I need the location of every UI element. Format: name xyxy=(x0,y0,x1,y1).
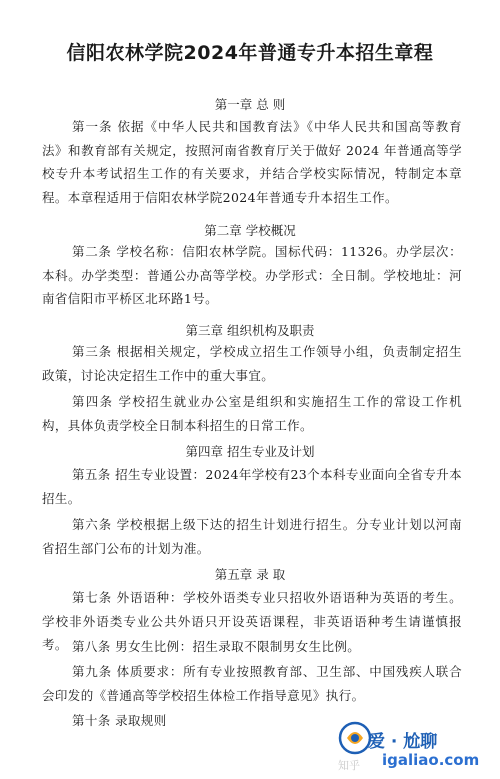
chapter-heading: 第四章 招生专业及计划 xyxy=(185,444,315,459)
zhihu-watermark: 知乎 xyxy=(338,759,360,772)
article-4: 第四条 学校招生就业办公室是组织和实施招生工作的常设工作机构，具体负责学校全日制本科招生的日常工作。 xyxy=(42,394,462,433)
article-10: 第十条 录取规则 xyxy=(72,713,167,728)
document-title: 信阳农林学院2024年普通专升本招生章程 xyxy=(66,42,434,64)
watermark-brand: 爱 · 尬聊 xyxy=(368,732,438,752)
igaliao-logo-icon xyxy=(338,721,372,755)
watermark-url: igaliao.com xyxy=(382,751,480,769)
article-8: 第八条 男女生比例：招生录取不限制男女生比例。 xyxy=(72,639,361,654)
article-5: 第五条 招生专业设置：2024年学校有23个本科专业面向全省专升本招生。 xyxy=(42,467,462,506)
article-6: 第六条 学校根据上级下达的招生计划进行招生。分专业计划以河南省招生部门公布的计划为准。 xyxy=(42,517,462,556)
article-9: 第九条 体质要求：所有专业按照教育部、卫生部、中国残疾人联合会印发的《普通高等学校招生体检工作指导意见》执行。 xyxy=(42,664,462,703)
chapter-heading: 第三章 组织机构及职责 xyxy=(185,323,315,338)
watermark xyxy=(338,717,500,779)
article-7: 第七条 外语语种：学校外语类专业只招收外语语种为英语的考生。学校非外语类专业公共外语只开设英语课程，非英语语种考生请谨慎报考。 xyxy=(42,590,462,652)
chapter-heading: 第五章 录 取 xyxy=(214,567,286,582)
article-2: 第二条 学校名称：信阳农林学院。国标代码：11326。办学层次：本科。办学类型：普通公办高等学校。办学形式：全日制。学校地址：河南省信阳市平桥区北环路1号。 xyxy=(42,244,462,306)
chapter-heading: 第一章 总 则 xyxy=(214,97,286,112)
article-3: 第三条 根据相关规定，学校成立招生工作领导小组，负责制定招生政策，讨论决定招生工作中的重大事宜。 xyxy=(42,344,462,383)
chapter-heading: 第二章 学校概况 xyxy=(204,223,296,238)
article-1: 第一条 依据《中华人民共和国教育法》《中华人民共和国高等教育法》和教育部有关规定，按照河南省教育厅关于做好 2024 年普通高等学校专升本考试招生工作的有关要求，并结合学校实际情况，特制定本章程。本章程适用于信阳农林学院2024年普通专升本招生工作。 xyxy=(42,119,462,205)
